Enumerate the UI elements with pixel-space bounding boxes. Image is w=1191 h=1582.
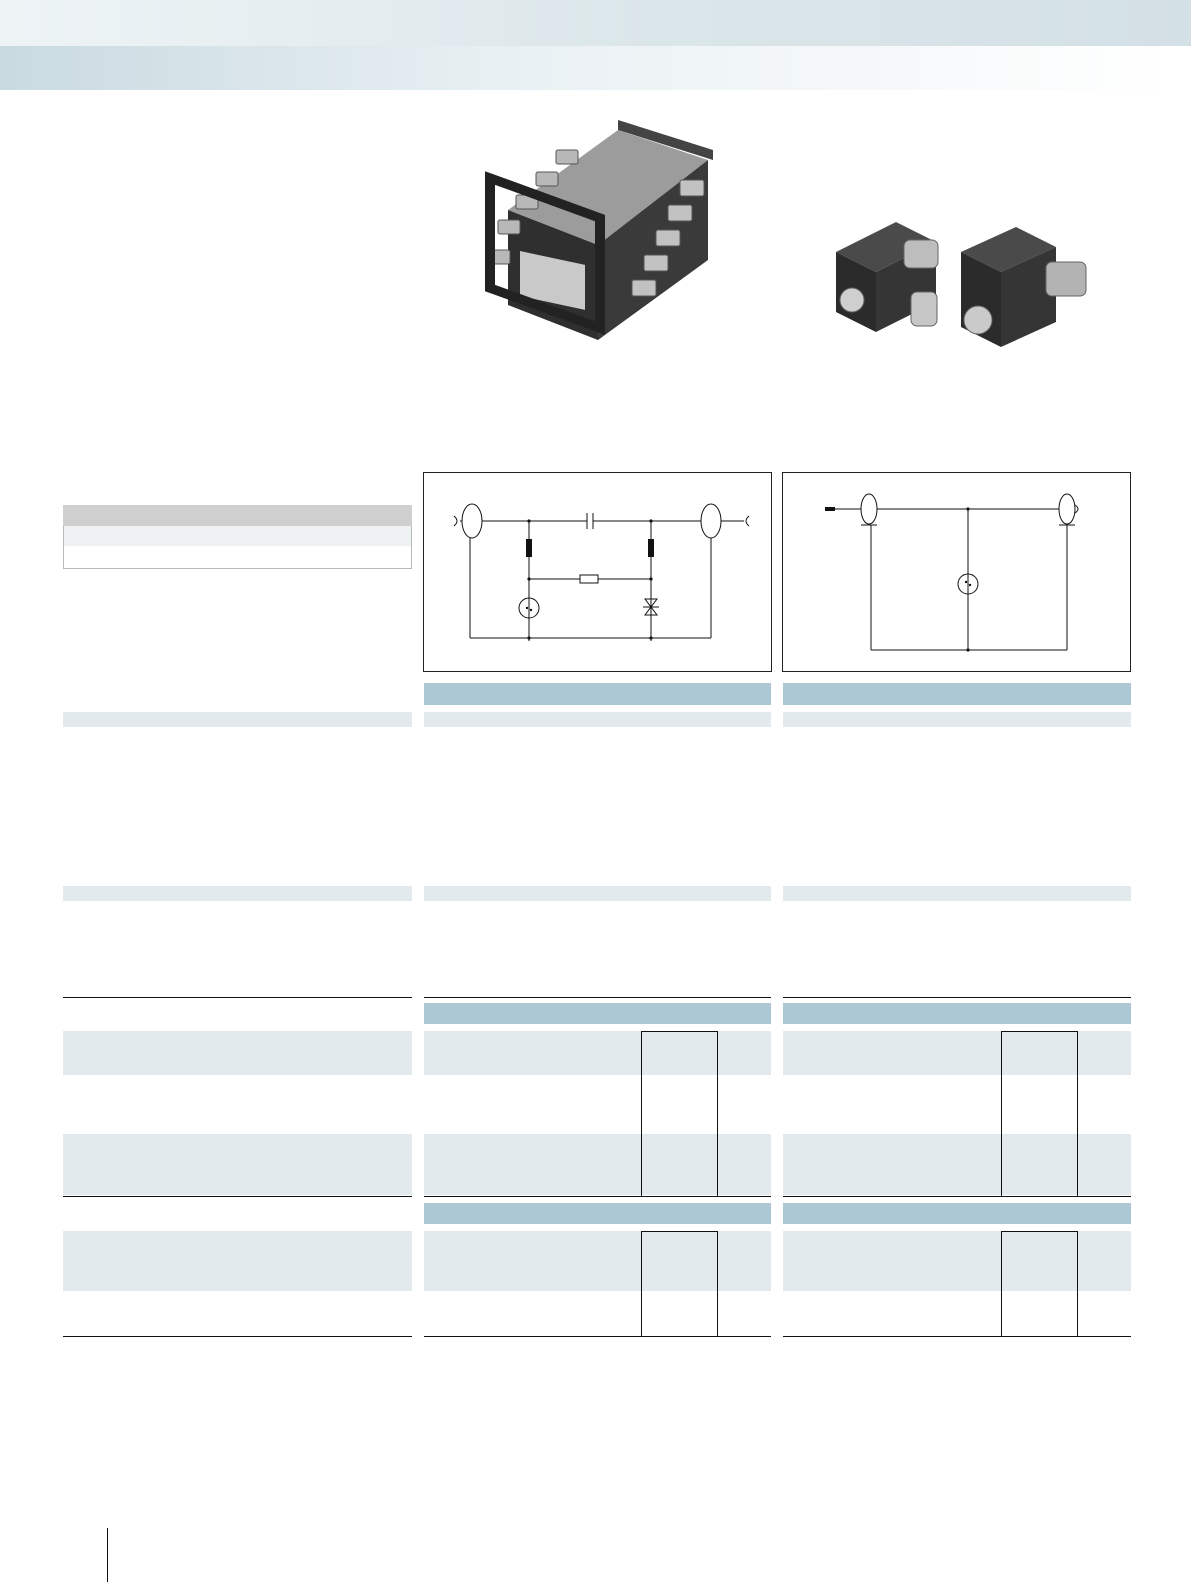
circuit-schematic-icon — [424, 473, 771, 671]
column-header-2 — [783, 683, 1131, 705]
rule — [424, 997, 771, 998]
table-row — [424, 1031, 771, 1075]
header-band-top — [0, 0, 1191, 46]
rule — [63, 997, 412, 998]
table-row — [783, 1031, 1131, 1075]
section-bar — [63, 886, 412, 901]
table-row — [783, 1231, 1131, 1291]
rule — [63, 1196, 412, 1197]
packing-unit-column — [1001, 1231, 1078, 1336]
multiport-device-icon — [468, 100, 738, 350]
order-header-4 — [783, 1203, 1131, 1224]
order-header-2 — [783, 1003, 1131, 1024]
circuit-diagram-2 — [782, 472, 1131, 672]
table-row — [63, 1031, 412, 1075]
rule — [63, 1336, 412, 1337]
packing-unit-column — [1001, 1031, 1078, 1196]
circuit-diagram-1 — [423, 472, 772, 672]
rule — [783, 997, 1131, 998]
order-header-3 — [424, 1203, 771, 1224]
section-bar — [783, 712, 1131, 727]
table-row — [63, 1134, 412, 1195]
section-bar — [63, 712, 412, 727]
product-photo-adapters — [826, 212, 1096, 362]
table-row — [424, 1231, 771, 1291]
table-row — [63, 526, 412, 547]
column-header-1 — [424, 683, 771, 705]
product-photo-multiport — [468, 100, 738, 350]
section-bar — [783, 886, 1131, 901]
rule — [424, 1336, 771, 1337]
rule — [424, 1196, 771, 1197]
packing-unit-column — [641, 1231, 718, 1336]
circuit-schematic-icon — [783, 473, 1130, 671]
table-row — [63, 546, 412, 569]
table-row — [783, 1134, 1131, 1195]
footer-marker-line — [107, 1528, 108, 1582]
header-band-secondary — [0, 46, 1176, 90]
rule — [783, 1196, 1131, 1197]
section-bar — [424, 712, 771, 727]
table-header-bar — [63, 505, 412, 526]
table-row — [63, 1231, 412, 1291]
table-row — [424, 1134, 771, 1195]
rule — [783, 1336, 1131, 1337]
adapter-devices-icon — [826, 212, 1096, 362]
section-bar — [424, 886, 771, 901]
order-header-1 — [424, 1003, 771, 1024]
packing-unit-column — [641, 1031, 718, 1196]
